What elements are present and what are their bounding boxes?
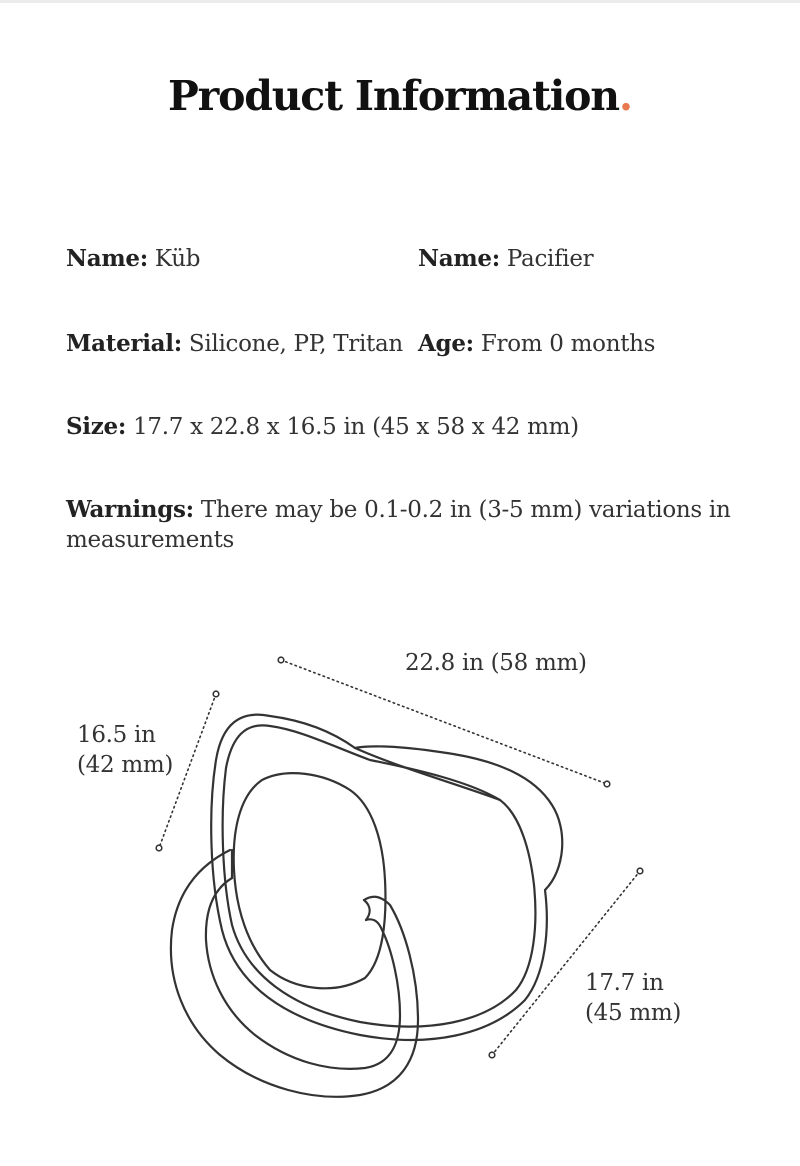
height-dimension-end	[156, 845, 162, 851]
height-dimension-label-line2: (42 mm)	[77, 752, 174, 778]
spec-name-right-label: Name:	[418, 245, 500, 272]
spec-material-value: Silicone, PP, Tritan	[188, 331, 403, 357]
width-dimension-label: 22.8 in (58 mm)	[405, 650, 587, 676]
depth-dimension-start	[637, 868, 643, 874]
spec-age-label: Age:	[418, 330, 474, 357]
spec-name-left-label: Name:	[66, 245, 148, 272]
height-dimension-label-line1: 16.5 in	[77, 722, 156, 748]
spec-size	[66, 412, 579, 442]
spec-warnings	[66, 495, 756, 555]
page-title	[0, 72, 800, 120]
spec-age-value: From 0 months	[480, 331, 656, 357]
depth-dimension-label-line1: 17.7 in	[585, 970, 664, 996]
width-dimension-line	[281, 660, 607, 784]
spec-warnings-label: Warnings:	[66, 496, 194, 523]
pacifier-center-plate	[234, 773, 386, 988]
width-dimension-end	[604, 781, 610, 787]
spec-name-right-value: Pacifier	[506, 246, 594, 272]
spec-material	[66, 329, 403, 359]
pacifier-ring-outer	[171, 850, 418, 1097]
pacifier-illustration-icon	[0, 600, 800, 1162]
height-dimension-start	[213, 691, 219, 697]
title-accent-dot: .	[618, 72, 632, 120]
pacifier-ring-inner	[206, 878, 400, 1069]
width-dimension-start	[278, 657, 284, 663]
spec-size-value: 17.7 x 22.8 x 16.5 in (45 x 58 x 42 mm)	[133, 414, 579, 440]
spec-warnings-value: There may be 0.1-0.2 in (3-5 mm) variations in measurements	[66, 497, 731, 553]
pacifier-ring-connector	[232, 850, 370, 920]
dimension-diagram	[0, 600, 800, 1162]
pacifier-shield-outline	[223, 725, 536, 1026]
page-title-text: Product Information	[168, 72, 619, 120]
top-divider	[0, 0, 800, 3]
spec-material-label: Material:	[66, 330, 182, 357]
depth-dimension-end	[489, 1052, 495, 1058]
spec-size-label: Size:	[66, 413, 127, 440]
spec-name-left	[66, 244, 200, 274]
spec-age	[418, 329, 655, 359]
depth-dimension-label-line2: (45 mm)	[585, 1000, 682, 1026]
spec-name-right	[418, 244, 593, 274]
spec-name-left-value: Küb	[154, 246, 201, 272]
